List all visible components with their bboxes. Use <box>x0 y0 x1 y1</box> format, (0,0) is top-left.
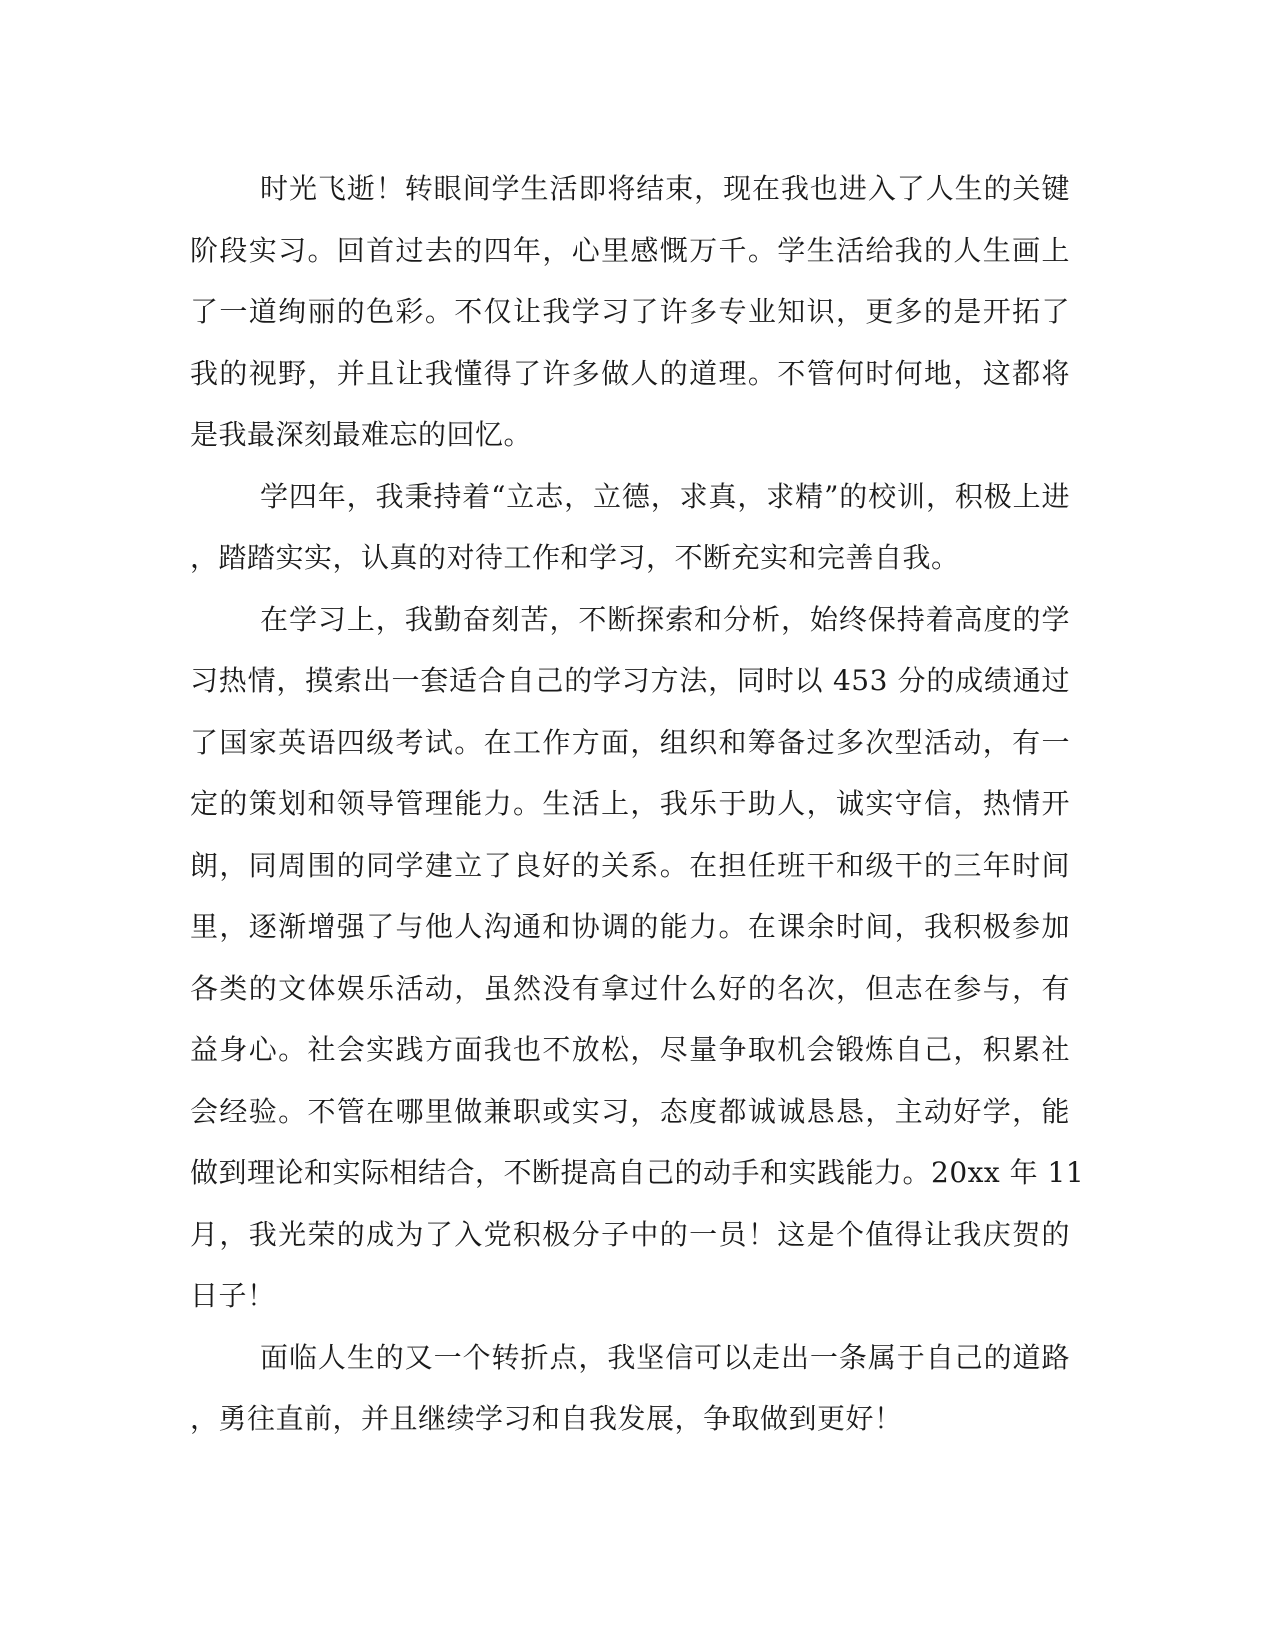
paragraph-line: ，踏踏实实，认真的对待工作和学习，不断充实和完善自我。 <box>190 541 960 574</box>
paragraph-4 <box>190 1327 1070 1450</box>
paragraph-line: 各类的文体娱乐活动，虽然没有拿过什么好的名次，但志在参与，有 <box>190 971 1070 1005</box>
paragraph-line: 阶段实习。回首过去的四年，心里感慨万千。学生活给我的人生画上 <box>190 233 1070 267</box>
paragraph-line: 我的视野，并且让我懂得了许多做人的道理。不管何时何地，这都将 <box>190 356 1070 390</box>
paragraph-line: 了国家英语四级考试。在工作方面，组织和筹备过多次型活动，有一 <box>190 725 1070 759</box>
paragraph-line: 学四年，我秉持着“立志，立德，求真，求精”的校训，积极上进 <box>260 479 1070 513</box>
paragraph-line: 是我最深刻最难忘的回忆。 <box>190 418 533 451</box>
paragraph-2 <box>190 466 1070 589</box>
paragraph-line: ，勇往直前，并且继续学习和自我发展，争取做到更好！ <box>190 1402 903 1435</box>
paragraph-line: 朗，同周围的同学建立了良好的关系。在担任班干和级干的三年时间 <box>190 848 1070 882</box>
paragraph-line: 会经验。不管在哪里做兼职或实习，态度都诚诚恳恳，主动好学，能 <box>190 1094 1070 1128</box>
paragraph-line: 日子！ <box>190 1279 276 1312</box>
paragraph-line: 面临人生的又一个转折点，我坚信可以走出一条属于自己的道路 <box>260 1340 1070 1374</box>
paragraph-line: 在学习上，我勤奋刻苦，不断探索和分析，始终保持着高度的学 <box>260 602 1070 636</box>
paragraph-line: 做到理论和实际相结合，不断提高自己的动手和实践能力。20xx 年 11 <box>190 1156 1085 1189</box>
paragraph-line: 定的策划和领导管理能力。生活上，我乐于助人，诚实守信，热情开 <box>190 787 1070 820</box>
paragraph-line: 里，逐渐增强了与他人沟通和协调的能力。在课余时间，我积极参加 <box>190 910 1070 943</box>
paragraph-line: 月，我光荣的成为了入党积极分子中的一员！这是个值得让我庆贺的 <box>190 1217 1070 1251</box>
paragraph-3 <box>190 589 1085 1327</box>
paragraph-line: 了一道绚丽的色彩。不仅让我学习了许多专业知识，更多的是开拓了 <box>190 295 1070 328</box>
paragraph-line: 习热情，摸索出一套适合自己的学习方法，同时以 453 分的成绩通过 <box>190 664 1070 697</box>
document-body <box>190 158 1085 1450</box>
paragraph-line: 益身心。社会实践方面我也不放松，尽量争取机会锻炼自己，积累社 <box>190 1033 1070 1066</box>
paragraph-line: 时光飞逝！转眼间学生活即将结束，现在我也进入了人生的关键 <box>260 172 1070 205</box>
paragraph-1 <box>190 158 1070 466</box>
